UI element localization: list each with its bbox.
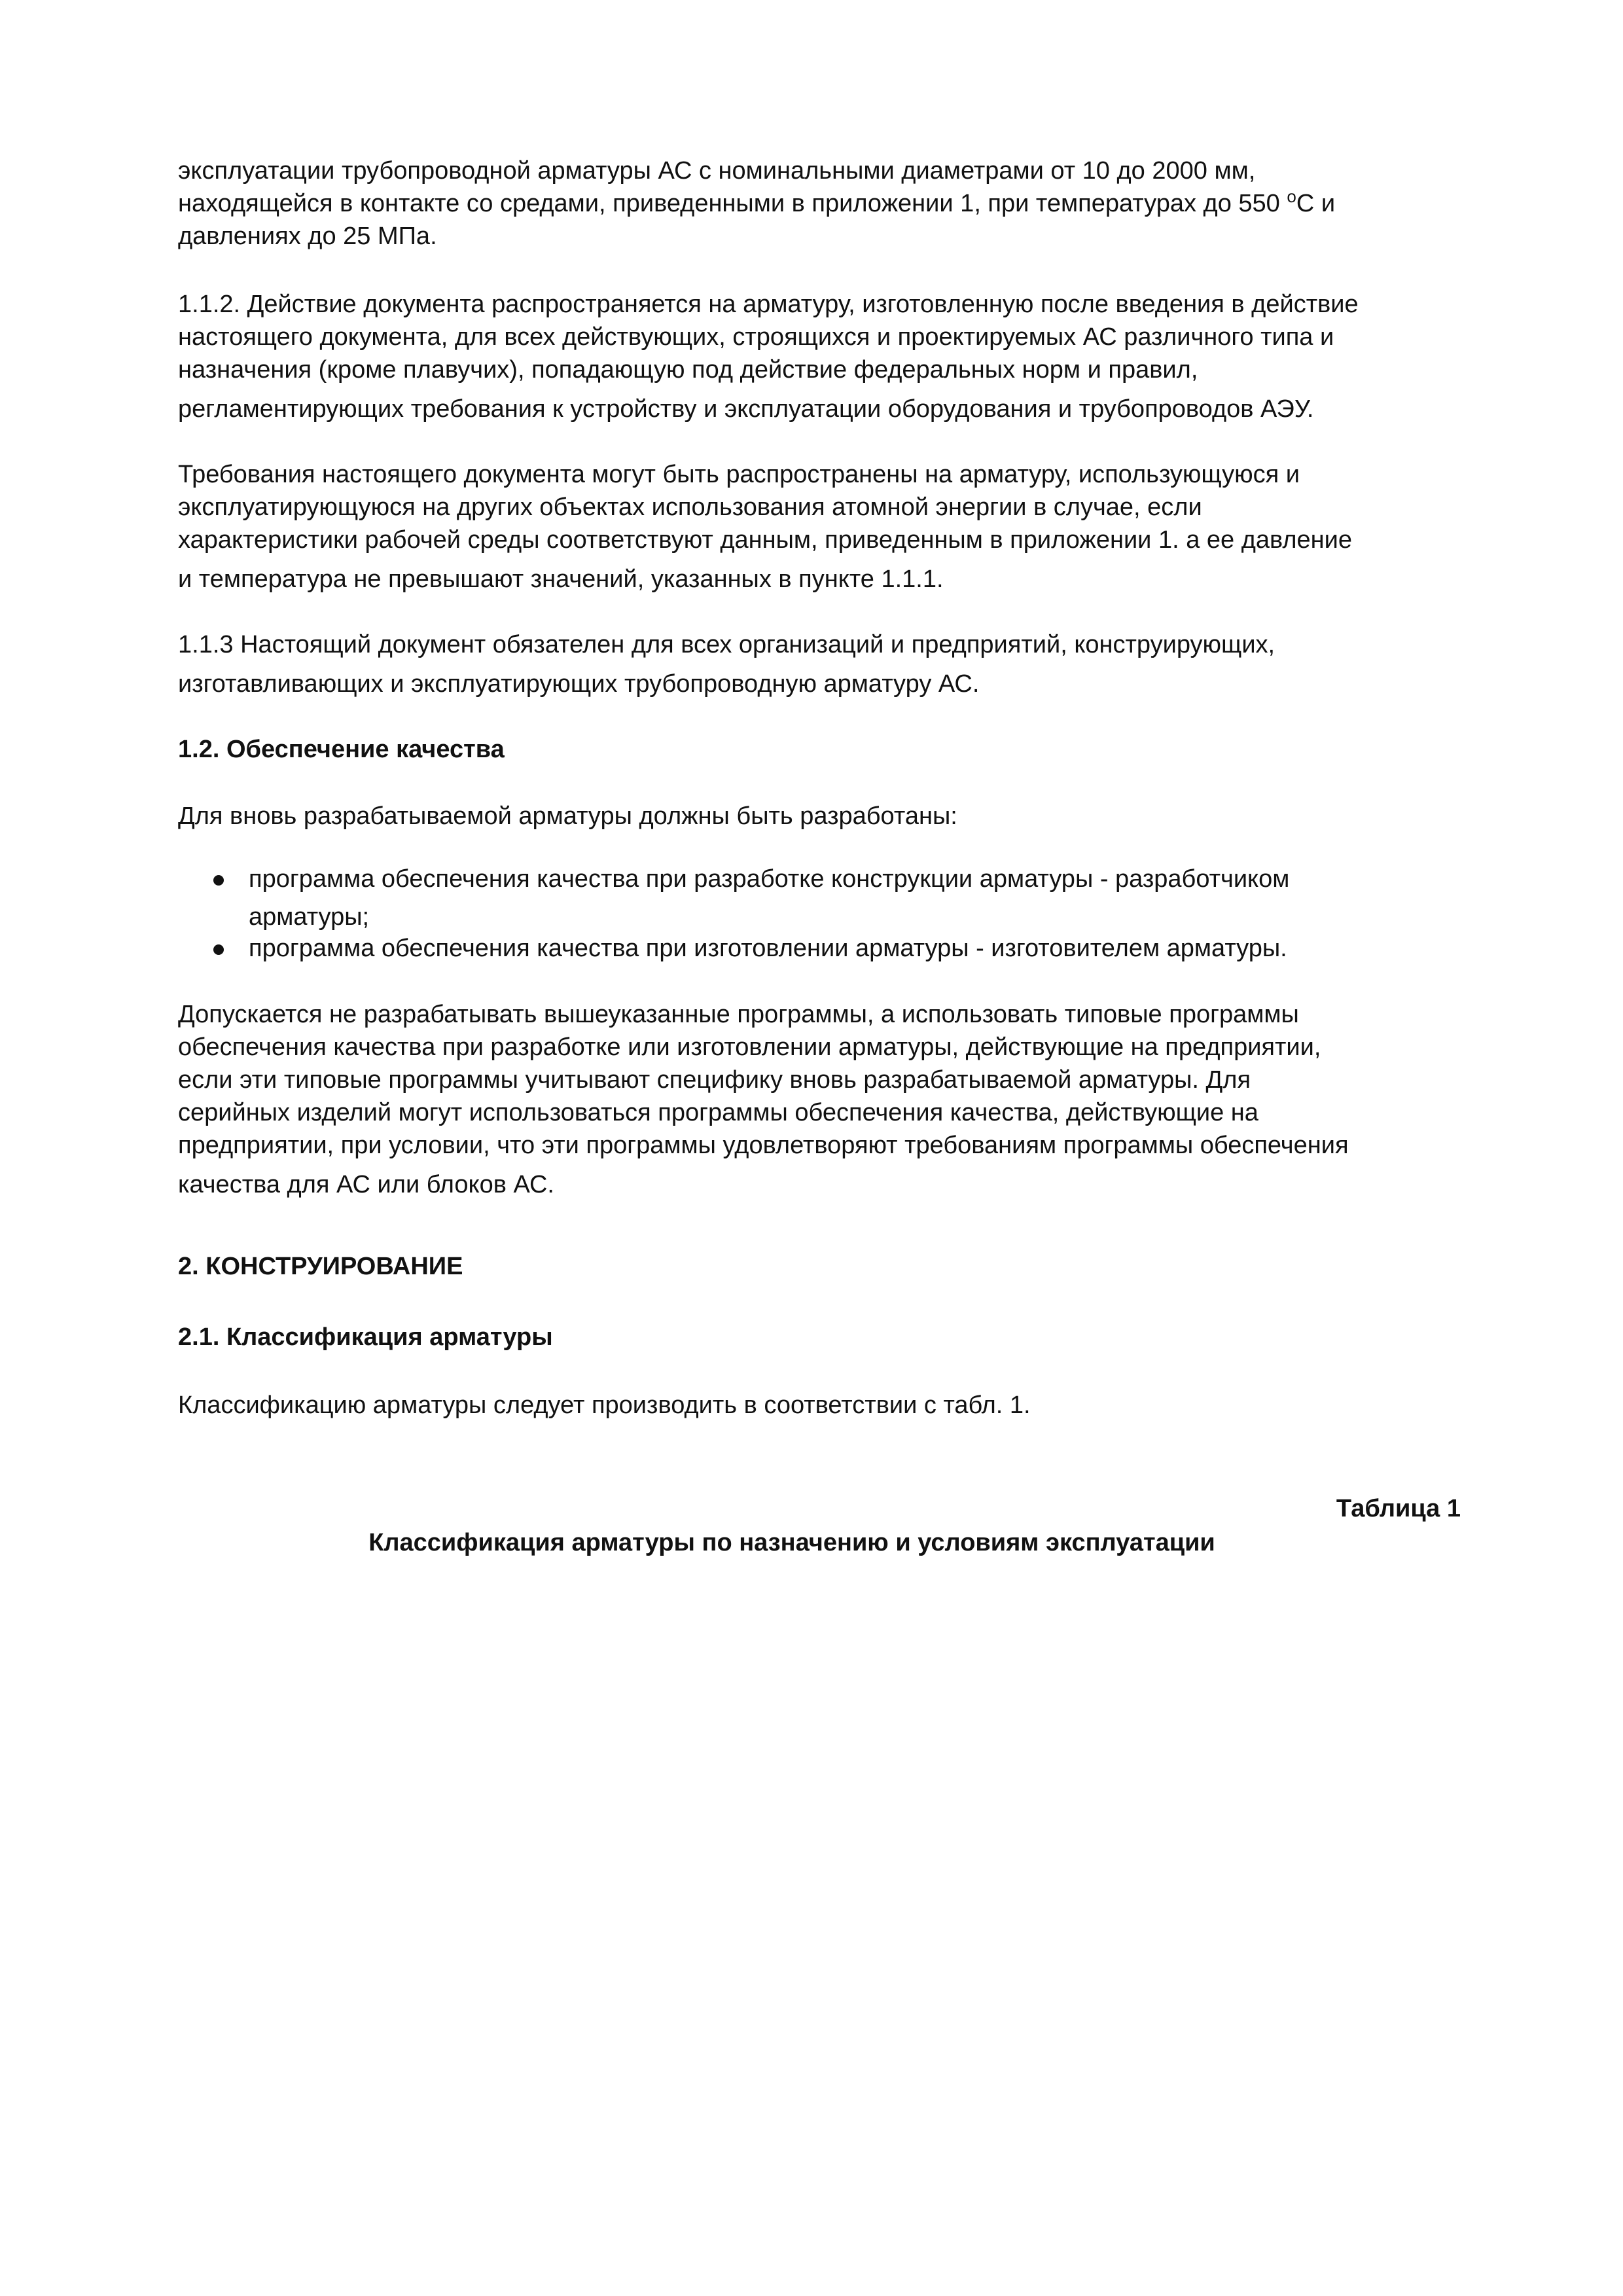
text-line: регламентирующих требования к устройству и эксплуатации оборудования и трубопроводов АЭУ. (178, 395, 1314, 423)
bullet-icon (213, 944, 224, 955)
table-label: Таблица 1 (1336, 1495, 1461, 1522)
section-heading-text: 2.1. Классификация арматуры (178, 1323, 553, 1351)
paragraph-classification-ref (178, 1389, 1461, 1422)
section-heading-text: 1.2. Обеспечение качества (178, 736, 505, 763)
chapter-heading-2 (178, 1250, 1461, 1283)
paragraph-1-1-2 (178, 288, 1461, 425)
text-line: назначения (кроме плавучих), попадающую под действие федеральных норм и правил, (178, 356, 1198, 384)
chapter-heading-text: 2. КОНСТРУИРОВАНИЕ (178, 1253, 463, 1280)
paragraph-quality-intro (178, 800, 1461, 833)
text-line: предприятии, при условии, что эти программы удовлетворяют требованиям программы обеспечения (178, 1132, 1349, 1159)
paragraph-1-1-3 (178, 628, 1461, 700)
list-item-text: арматуры; (249, 903, 370, 931)
text-line: 1.1.3 Настоящий документ обязателен для всех организаций и предприятий, конструирующих, (178, 631, 1275, 658)
text-line: изготавливающих и эксплуатирующих трубопроводную арматуру АС. (178, 670, 980, 698)
text-line: обеспечения качества при разработке или изготовлении арматуры, действующие на предприятии, (178, 1033, 1321, 1061)
text-line: серийных изделий могут использоваться программы обеспечения качества, действующие на (178, 1099, 1258, 1126)
text-line: эксплуатирующуюся на других объектах использования атомной энергии в случае, если (178, 493, 1202, 521)
section-heading-1-2 (178, 733, 1461, 766)
bullet-icon (213, 875, 224, 886)
text-line: 1.1.2. Действие документа распространяется на арматуру, изготовленную после введения в действие (178, 291, 1359, 318)
paragraph-requirements-extension (178, 458, 1461, 596)
list-item (178, 932, 1461, 965)
list-item (178, 863, 1461, 933)
text-line: настоящего документа, для всех действующих, строящихся и проектируемых АС различного типа и (178, 323, 1334, 351)
text-line: Для вновь разрабатываемой арматуры должны быть разработаны: (178, 802, 957, 830)
text-line (178, 187, 1461, 220)
text-line: если эти типовые программы учитывают специфику вновь разрабатываемой арматуры. Для (178, 1066, 1251, 1094)
text-line-tail: С и (1296, 190, 1336, 217)
text-line: эксплуатации трубопроводной арматуры АС с номинальными диаметрами от 10 до 2000 мм, (178, 157, 1256, 185)
list-item-text: программа обеспечения качества при разработке конструкции арматуры - разработчиком (249, 865, 1290, 893)
text-line: Допускается не разрабатывать вышеуказанные программы, а использовать типовые программы (178, 1001, 1299, 1028)
text-line: Классификацию арматуры следует производить в соответствии с табл. 1. (178, 1391, 1031, 1419)
text-line: качества для АС или блоков АС. (178, 1171, 554, 1198)
text-line: и температура не превышают значений, указанных в пункте 1.1.1. (178, 565, 944, 593)
text-line: давлениях до 25 МПа. (178, 223, 437, 250)
bullet-list (178, 863, 1461, 965)
section-heading-2-1 (178, 1321, 1461, 1354)
degree-superscript: о (1287, 187, 1296, 206)
paragraph-scope-continuation (178, 154, 1461, 253)
text-line-main: находящейся в контакте со средами, приведенными в приложении 1, при температурах до 550 (178, 190, 1287, 217)
text-line: Требования настоящего документа могут быть распространены на арматуру, использующуюся и (178, 461, 1300, 488)
text-line: характеристики рабочей среды соответствуют данным, приведенным в приложении 1. а ее давление (178, 526, 1352, 554)
paragraph-typical-programs (178, 998, 1461, 1201)
list-item-text: программа обеспечения качества при изготовлении арматуры - изготовителем арматуры. (249, 935, 1287, 962)
table-title: Классификация арматуры по назначению и условиям эксплуатации (368, 1529, 1215, 1556)
